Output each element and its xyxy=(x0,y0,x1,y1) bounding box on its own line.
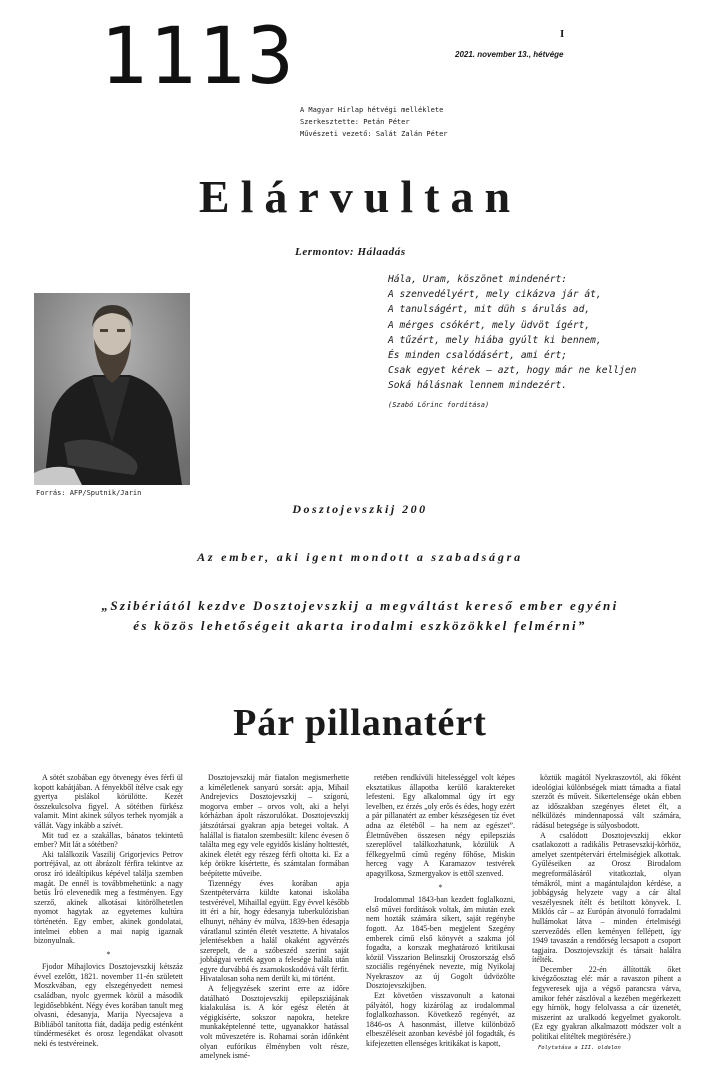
article-column-1 xyxy=(34,773,183,1049)
portrait-illustration xyxy=(34,293,190,485)
poem-line: Soká hálásnak lennem mindezért. xyxy=(388,380,568,392)
continuation-note: Folytatása a III. oldalon xyxy=(538,1045,621,1051)
masthead-title: 1113 xyxy=(100,12,296,102)
pull-quote xyxy=(50,596,670,636)
article-headline: Pár pillanatért xyxy=(233,702,487,744)
subheadline: Az ember, aki igent mondott a szabadságra xyxy=(197,550,523,564)
poem-text xyxy=(388,272,636,394)
paragraph: köztük magától Nyekraszovtól, aki főként ideológiai különbségek miatt támadta a fiatal szerzőt és műveit. Sikertelensége okán ebben az időszakban szegényes életet élt, a nélkülözés mindennapossá vált számára, rádásul betegsége is súlyosbodott. xyxy=(532,773,681,830)
section-title: Dosztojevszkij 200 xyxy=(292,502,428,516)
credits xyxy=(300,104,448,140)
issue-date: 2021. november 13., hétvége xyxy=(455,50,564,59)
poem-line: Csak egyet kérek – azt, hogy már ne kelljen xyxy=(388,365,637,377)
paragraph: Ezt követően visszavonult a katonai pályától, hogy kizárólag az irodalommal foglalkozhasson. Következő regényét, az 1846-os A hasonmást, illetve különböző elbeszéléseit azonban kevésbé jól fogadták, és kifejezetten ellenséges kritikákat is kapott, xyxy=(366,991,515,1049)
paragraph: A csalódott Dosztojevszkij ekkor csatlakozott a radikális Petrasevszkij-körhöz, amelyet szentpétervári értelmiségiek alkottak. Gyűléseiken az Orosz Birodalom megreformálásáról vitatkoztak, olyan témákról, mint a magántulajdon kérdése, a jobbágyság helyzete vagy a cár által veszélyesnek ítélt és betiltott könyvek. I. Miklós cár – az Európán átvonuló forradalmi hullámokat látva – minden értelmiségi szerveződés ellen keményen fellépett, így 1949 tavaszán a rendőrség lecsapott a csoport tagjaira. Dosztojevszkijt és társait halálra ítélték. xyxy=(532,830,681,965)
section-divider: * xyxy=(438,882,443,892)
article-column-4 xyxy=(532,773,681,1042)
translator-note: (Szabó Lőrinc fordítása) xyxy=(388,401,490,409)
photo-caption: Forrás: AFP/Sputnik/Jarin xyxy=(36,489,142,497)
pull-quote-line: „Szibériától kezdve Dosztojevszkij a megváltást kereső ember egyéni xyxy=(101,598,619,613)
article-column-2 xyxy=(200,773,349,1061)
poem-line: És minden csalódásért, ami ért; xyxy=(388,350,568,362)
credit-line: Művészeti vezető: Salát Zalán Péter xyxy=(300,130,448,138)
paragraph: retében rendkívüli hitelességgel volt képes eksztatikus állapotba kerülő karaktereket lefesteni. Egy alkalommal úgy írt egy levelben, ez érzés „oly erős és édes, hogy ezért a pár pillanatért az ember készségesen tíz évet adna az életéből – ha nem az egészet”. Életművében összesen négy epilepsziás szereplővel találkozhatunk, közülük A félkegyelmű című regény főhőse, Miskin herceg vagy A Karamazov testvérek apagyilkosa, Szmergyakov is ettől szenved. xyxy=(366,773,515,878)
section-divider: * xyxy=(106,949,111,959)
paragraph: December 22-én állították őket kivégzőosztag elé: már a ravaszon pihent a fegyveresek ujja a végső parancsra várva, amikor fehér zászlóval a kezében megérkezett egy hírnök, hogy felolvassa a cár üzenetét, miszerint az uralkodó kegyelmet gyakorolt. (Ez egy gyakran alkalmazott módszer volt a politikai elítéltek megtörésére.) xyxy=(532,964,681,1042)
poem-title: Lermontov: Hálaadás xyxy=(295,246,406,258)
credit-line: Szerkesztette: Petán Péter xyxy=(300,118,410,126)
pull-quote-line: és közös lehetőségeit akarta irodalmi eszközökkel felmérni” xyxy=(133,618,587,633)
paragraph: A feljegyzések szerint erre az időre datálható Dosztojevszkij epilepsziájának kialakulása is. A kór egész életén át végigkísérte, sokszor napokra, hetekre munkaképtelenné tette, ugyanakkor hatással volt műveszetére is. Rohamai során időnként olyan eufórikus élményben volt része, amelynek ismé- xyxy=(200,984,349,1061)
paragraph: Mit tud ez a szakállas, bánatos tekintetű ember? Mit lát a sötétben? xyxy=(34,830,183,850)
paragraph: A sötét szobában egy ötvenegy éves férfi ül kopott kabátjában. A fényekből ítélve csak egy gyertya pislákol körülötte. Kezét összekulcsolva figyel. A sötétben fürkész valamit. Mint akinek súlyos terhek nyomják a vállát. Vagy inkább a szívét. xyxy=(34,773,183,830)
poem-line: A szenvedélyért, mely cikázva jár át, xyxy=(388,289,602,301)
portrait-photo xyxy=(34,293,190,485)
main-headline: Elárvultan xyxy=(198,171,522,222)
poem-line: A mérges csókért, mely üdvöt ígért, xyxy=(388,319,591,331)
paragraph: Dosztojevszkij már fiatalon megismerhette a kíméletlenek sanyarú sorsát: apja, Mihail Andrejevics Dosztojevszkij – szigorú, mogorva ember – orvos volt, aki a helyi kórházban ápolt rászorulókat. Dosztojevszkij játszótársai gyakran apja betegei voltak. A halállal is fiatalon szembesült: kilenc évesen ő találta meg egy vele egyidős kislány holttestét, akinek életét egy részeg férfi oltotta ki. Ez a kép örökre kísértette, és számtalan formában beépítette műveibe. xyxy=(200,773,349,878)
paragraph: Fjodor Mihajlovics Dosztojevszkij kétszáz évvel ezelőtt, 1821. november 11-én született Moszkvában, egy elszegényedett nemesi családban, nyolc gyermek közül a második legidősebbként. Négy éves korában tanult meg olvasni, édesanyja, Marija Nyecsajeva a Bibliából tanította fiát, dadája pedig esténként tündérmeséket és orosz legendákat olvasott neki és testvéreinek. xyxy=(34,962,183,1049)
poem-line: A tűzért, mely hiába gyúlt ki bennem, xyxy=(388,334,602,346)
article-column-3 xyxy=(366,773,515,1049)
poem-line: Hála, Uram, köszönet mindenért: xyxy=(388,274,568,285)
credit-line: A Magyar Hírlap hétvégi melléklete xyxy=(300,106,444,114)
poem-line: A tanulságért, mit düh s árulás ad, xyxy=(388,304,591,316)
paragraph: Irodalommal 1843-ban kezdett foglalkozni, első művei fordítások voltak, ám miután ezek nem hozták számára sikert, saját regénybe fogott. Az 1845-ben megjelent Szegény emberek című első könyvét a szakma jól fogadta, a korszak meghatározó kritikusai közül Visszarion Belinszkij Oroszország első szociális regényének nevezte, míg Nyikolaj Nyekraszov az új Gogolt üdvözölte Dosztojevszkijben. xyxy=(366,895,515,991)
page-number: I xyxy=(560,28,565,40)
paragraph: Aki találkozik Vaszilij Grigorjevics Petrov portréjával, az ott ábrázolt férfira tekintve az orosz író ideáltípikus képével találja szemben magát. De ennél is továbbmehetünk: a nagy betűs Író elevenedik meg a festményen. Egy szerző, akinek alkotásai kitörölhetetlen nyomot hagytak az egyetemes kultúra történetén. Egy ember, akinek gondolatai, intelmei ebben a mai napig igaznak bizonyulnak. xyxy=(34,849,183,946)
paragraph: Tizennégy éves korában apja Szentpétervárra küldte katonai iskolába testvérével, Mihaillal együtt. Egy évvel később itt éri a hír, hogy édesanyja tuberkulózisban elhunyt, néhány év múlva, 1839-ben édesapja váratlanul szintén életét vesztette. A hivatalos jelentésekben a halál okaként agyvérzés szerepelt, de a szóbeszéd szerint saját jobbágyai verték agyon a felesége halála után egyre durvábbá és zsarnokoskodóvá vált férfit. Hivatalosan soha nem derült ki, mi történt. xyxy=(200,878,349,984)
